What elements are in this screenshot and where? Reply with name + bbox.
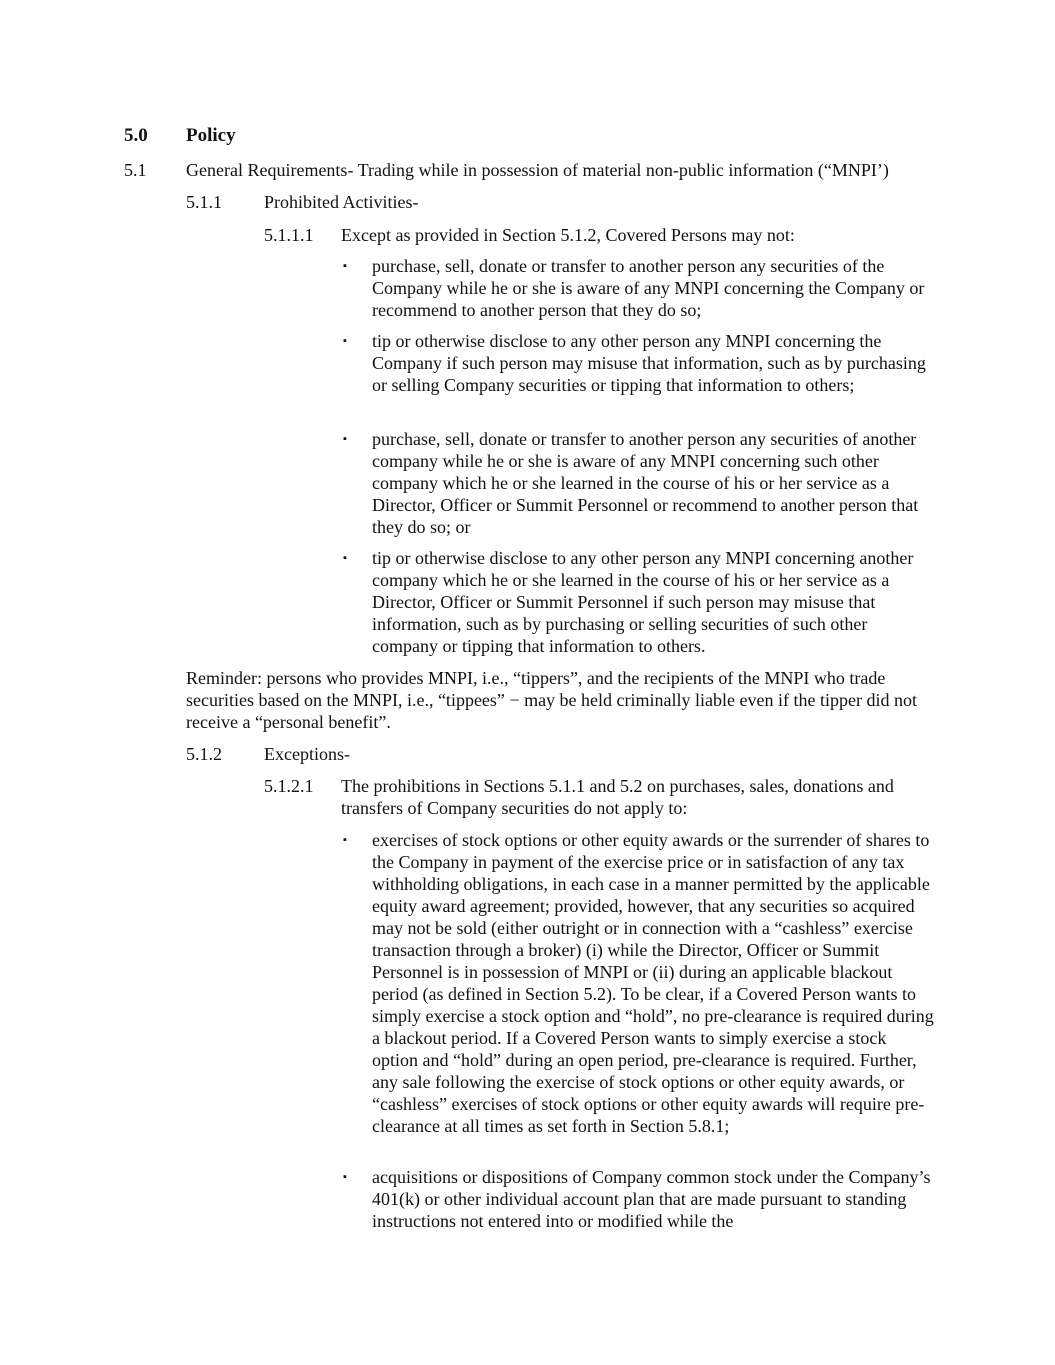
bullet-icon: ▪: [343, 552, 347, 564]
clause-number: 5.1.2.1: [264, 776, 314, 796]
section-title: Policy: [186, 125, 236, 146]
list-item-text: tip or otherwise disclose to any other person any MNPI concerning the Company if such person may misuse that information, such as by purchasing or selling Company securities or tipping that information to others;: [372, 331, 926, 395]
clause-number: 5.1.1.1: [264, 225, 314, 245]
bullet-icon: ▪: [343, 834, 347, 846]
bullet-icon: ▪: [343, 1171, 347, 1183]
list-item-text: purchase, sell, donate or transfer to another person any securities of another company while he or she is aware of any MNPI concerning such other company which he or she learned in the course of his or her service as a Director, Officer or Summit Personnel or recommend to another person that they do so; or: [372, 429, 919, 537]
clause-text: The prohibitions in Sections 5.1.1 and 5.2 on purchases, sales, donations and transfers of Company securities do not apply to:: [341, 776, 894, 818]
list-item-text: purchase, sell, donate or transfer to another person any securities of the Company while he or she is aware of any MNPI concerning the Company or recommend to another person that they do so;: [372, 256, 925, 320]
bullet-icon: ▪: [343, 335, 347, 347]
bullet-icon: ▪: [343, 433, 347, 445]
section-number: 5.0: [124, 125, 148, 146]
reminder-paragraph: Reminder: persons who provides MNPI, i.e., “tippers”, and the recipients of the MNPI who trade securities based on the MNPI, i.e., “tippees” − may be held criminally liable even if the tipper did not receive a “personal benefit”.: [186, 668, 917, 732]
bullet-icon: ▪: [343, 260, 347, 272]
clause-text: General Requirements- Trading while in possession of material non-public information (“MNPI’): [186, 160, 889, 180]
clause-text: Prohibited Activities-: [264, 192, 419, 212]
list-item-text: acquisitions or dispositions of Company common stock under the Company’s 401(k) or other individual account plan that are made pursuant to standing instructions not entered into or modified while the: [372, 1167, 931, 1231]
list-item-text: tip or otherwise disclose to any other person any MNPI concerning another company which he or she learned in the course of his or her service as a Director, Officer or Summit Personnel if such person may misuse that information, such as by purchasing or selling securities of such other company or tipping that information to others.: [372, 548, 914, 656]
clause-number: 5.1: [124, 160, 147, 180]
clause-number: 5.1.2: [186, 744, 222, 764]
clause-number: 5.1.1: [186, 192, 222, 212]
clause-text: Except as provided in Section 5.1.2, Covered Persons may not:: [341, 225, 795, 245]
clause-text: Exceptions-: [264, 744, 350, 764]
list-item-text: exercises of stock options or other equity awards or the surrender of shares to the Company in payment of the exercise price or in satisfaction of any tax withholding obligations, in each case in a manner permitted by the applicable equity award agreement; provided, however, that any securities so acquired may not be sold (either outright or in connection with a “cashless” exercise transaction through a broker) (i) while the Director, Officer or Summit Personnel is in possession of MNPI or (ii) during an applicable blackout period (as defined in Section 5.2). To be clear, if a Covered Person wants to simply exercise a stock option and “hold”, no pre-clearance is required during a blackout period. If a Covered Person wants to simply exercise a stock option and “hold” during an open period, pre-clearance is required. Further, any sale following the exercise of stock options or other equity awards, or “cashless” exercises of stock options or other equity awards will require pre-clearance at all times as set forth in Section 5.8.1;: [372, 830, 934, 1136]
